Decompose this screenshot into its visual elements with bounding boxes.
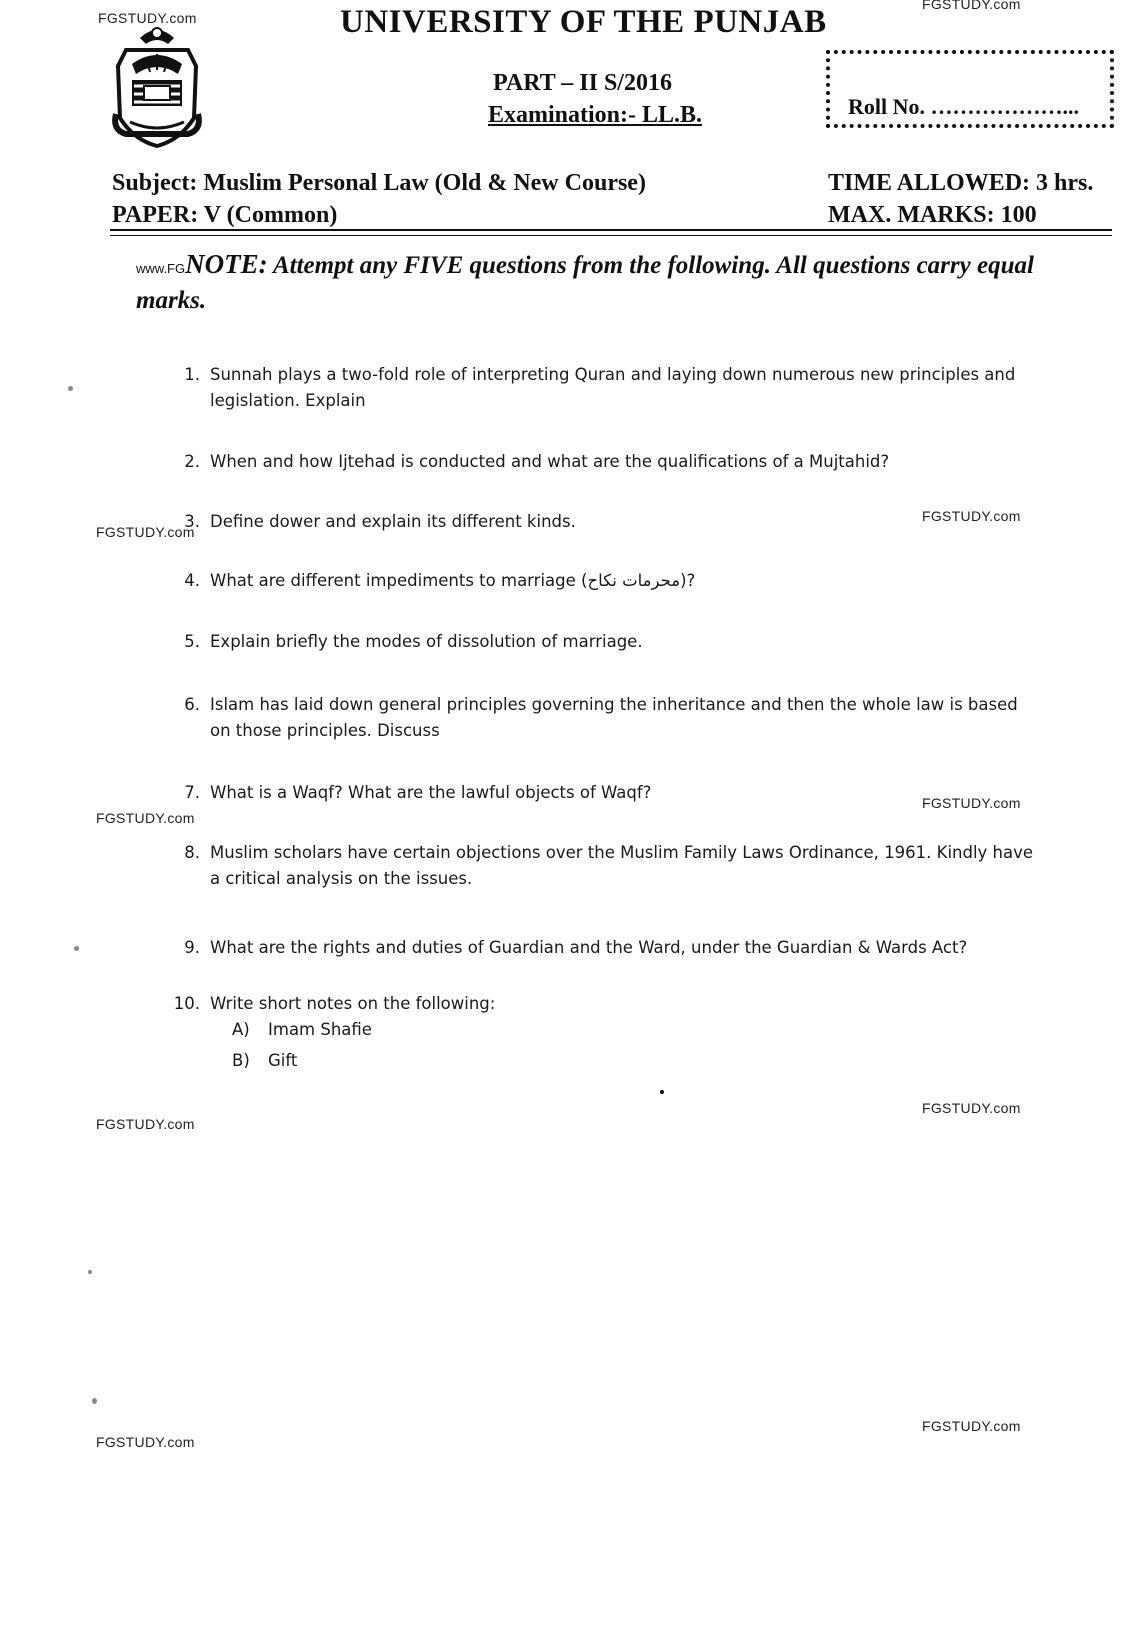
question-text: Muslim scholars have certain objections over the Muslim Family Laws Ordinance, 1961. Kindly have a critical analysis on the issues. (210, 843, 1034, 888)
scan-speck (660, 1090, 664, 1094)
watermark: FGSTUDY.com (922, 0, 1021, 12)
question-text: Sunnah plays a two-fold role of interpreting Quran and laying down numerous new principles and legislation. Explain (210, 365, 1016, 410)
question-number: 9. (184, 938, 200, 957)
roll-number-field: Roll No. ………………... (848, 94, 1079, 119)
sub-item (232, 1020, 372, 1039)
watermark: FGSTUDY.com (96, 810, 195, 826)
exam-part-session: PART – II S/2016 (493, 70, 672, 96)
scan-speck (68, 386, 73, 391)
question-number: 6. (184, 695, 200, 714)
time-allowed: TIME ALLOWED: 3 hrs. (828, 170, 1094, 196)
question-text: What is a Waqf? What are the lawful objects of Waqf? (210, 783, 652, 802)
question-text: Define dower and explain its different kinds. (210, 512, 576, 531)
note-watermark-prefix: www.FG (136, 261, 186, 276)
question-number: 4. (184, 571, 200, 590)
question-text: Explain briefly the modes of dissolution of marriage. (210, 632, 643, 651)
sub-item-letter: B) (232, 1051, 250, 1070)
scan-speck (74, 946, 79, 951)
question-number: 5. (184, 632, 200, 651)
question-number: 1. (184, 365, 200, 384)
question-number: 7. (184, 783, 200, 802)
scan-speck (92, 1398, 97, 1404)
instructions-note (136, 248, 1076, 317)
question-text: What are the rights and duties of Guardian and the Ward, under the Guardian & Wards Act? (210, 938, 968, 957)
question-text: Write short notes on the following: (210, 994, 496, 1013)
subject-line: Subject: Muslim Personal Law (Old & New Course) (112, 170, 646, 196)
sub-item-letter: A) (232, 1020, 250, 1039)
question-text: Islam has laid down general principles governing the inheritance and then the whole law is based on those principles. Discuss (210, 695, 1018, 740)
question-number: 10. (173, 994, 200, 1013)
question-number: 2. (184, 452, 200, 471)
university-crest-logo (108, 22, 206, 148)
watermark: FGSTUDY.com (922, 508, 1021, 524)
note-label: NOTE: (185, 249, 268, 279)
max-marks: MAX. MARKS: 100 (828, 202, 1037, 228)
watermark: FGSTUDY.com (922, 795, 1021, 811)
note-text: Attempt any FIVE questions from the following. All questions carry equal marks. (136, 252, 1034, 314)
sub-item-text: Gift (268, 1051, 298, 1070)
paper-line: PAPER: V (Common) (112, 202, 338, 228)
watermark: FGSTUDY.com (98, 10, 197, 26)
watermark: FGSTUDY.com (96, 1116, 195, 1132)
university-title: UNIVERSITY OF THE PUNJAB (340, 4, 827, 40)
question-text: When and how Ijtehad is conducted and what are the qualifications of a Mujtahid? (210, 452, 890, 471)
watermark: FGSTUDY.com (922, 1100, 1021, 1116)
question-number: 3. (184, 512, 200, 531)
sub-item (232, 1051, 297, 1070)
sub-item-text: Imam Shafie (268, 1020, 372, 1039)
watermark: FGSTUDY.com (96, 524, 195, 540)
header-divider (110, 235, 1112, 236)
question-number: 8. (184, 843, 200, 862)
scan-speck (88, 1270, 92, 1274)
watermark: FGSTUDY.com (96, 1434, 195, 1450)
examination-title: Examination:- LL.B. (488, 102, 703, 128)
watermark: FGSTUDY.com (922, 1418, 1021, 1434)
header-divider (110, 229, 1112, 231)
question-text: What are different impediments to marriage (محرمات نکاح)? (210, 571, 696, 590)
